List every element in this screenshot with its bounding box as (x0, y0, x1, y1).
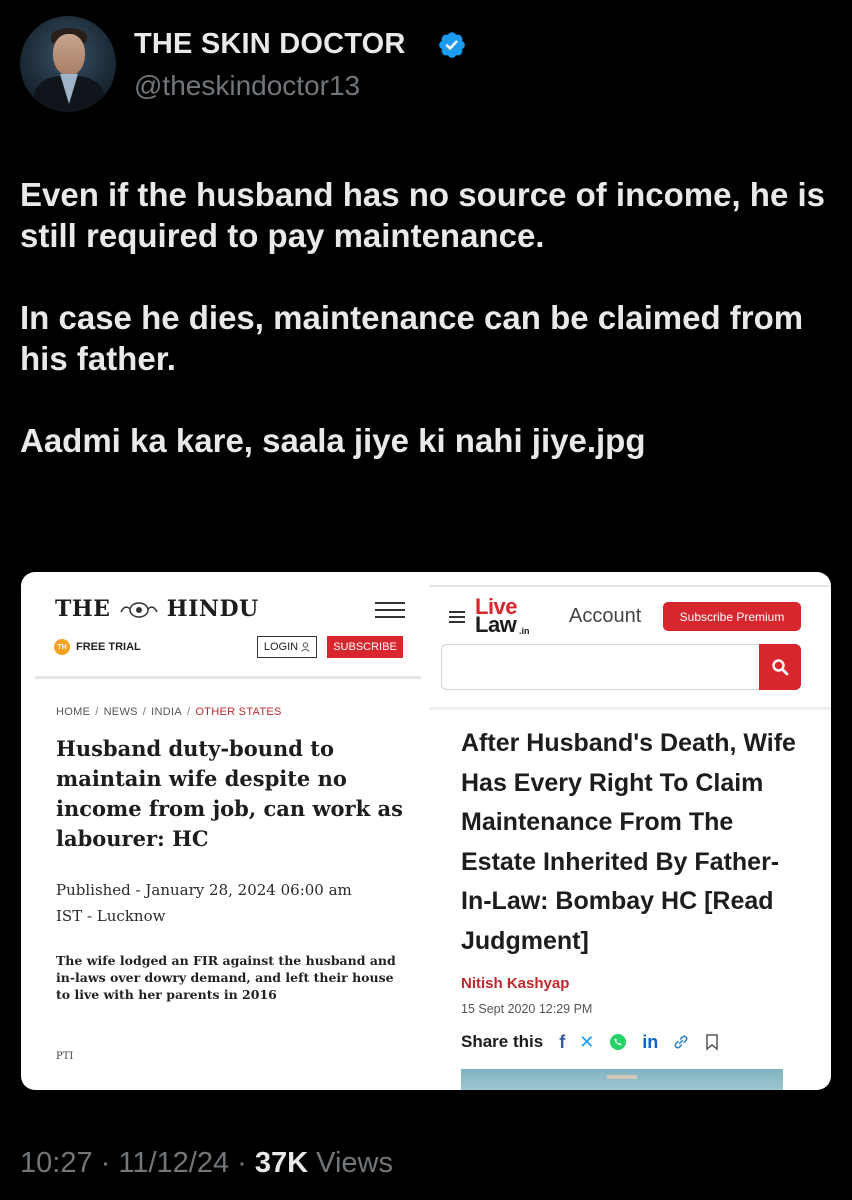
published-place: IST - Lucknow (56, 907, 166, 925)
login-label: LOGIN (263, 641, 299, 653)
x-icon[interactable]: ✕ (579, 1032, 595, 1052)
tweet-paragraph: Aadmi ka kare, saala jiye ki nahi jiye.jpg (20, 422, 646, 459)
article-date: 15 Sept 2020 12:29 PM (461, 1002, 593, 1016)
breadcrumb: HOME / NEWS / INDIA / OTHER STATES (56, 706, 282, 718)
share-bar (461, 1032, 720, 1052)
tweet-meta (20, 1147, 393, 1180)
verified-badge-icon (437, 30, 467, 60)
tweet-time[interactable]: 10:27 (20, 1147, 93, 1179)
subscribe-premium-button[interactable]: Subscribe Premium (663, 602, 801, 631)
breadcrumb-other-states[interactable]: OTHER STATES (195, 706, 282, 718)
article-image (461, 1069, 783, 1090)
hindu-headline: Husband duty-bound to maintain wife despite no income from job, can work as labourer: HC (56, 736, 403, 851)
tweet-date[interactable]: 11/12/24 (118, 1147, 230, 1179)
user-handle[interactable]: @theskindoctor13 (134, 70, 361, 101)
hindu-published-info (56, 877, 416, 929)
free-trial-label: FREE TRIAL (76, 641, 141, 653)
views-label: Views (308, 1147, 393, 1179)
tweet-text (20, 174, 832, 502)
free-trial-link[interactable] (54, 639, 141, 655)
tweet-paragraph: Even if the husband has no source of income, he is still required to pay maintenance. (20, 176, 825, 254)
th-badge-icon: TH (54, 639, 70, 655)
avatar-face (53, 34, 85, 76)
logo-law: Law (475, 612, 517, 637)
top-divider (429, 585, 831, 587)
subscribe-button[interactable]: SUBSCRIBE (327, 636, 403, 658)
search-input[interactable] (441, 644, 801, 690)
whatsapp-icon[interactable] (608, 1032, 628, 1052)
hindu-emblem-icon (119, 600, 159, 618)
hindu-logo-right: HINDU (166, 596, 259, 622)
linkedin-icon[interactable]: in (642, 1032, 659, 1052)
views-count: 37K (254, 1147, 309, 1179)
hindu-source: PTI (56, 1051, 74, 1062)
user-icon (301, 642, 310, 652)
hindu-logo-left: THE (55, 596, 111, 622)
hindu-logo (55, 596, 259, 622)
tweet-paragraph: In case he dies, maintenance can be claimed from his father. (20, 299, 804, 377)
livelaw-logo (469, 594, 549, 640)
avatar[interactable] (20, 16, 116, 112)
breadcrumb-india[interactable]: INDIA (151, 706, 182, 718)
meta-separator: · (229, 1147, 255, 1179)
article-author[interactable]: Nitish Kashyap (461, 975, 570, 992)
livelaw-headline: After Husband's Death, Wife Has Every Right To Claim Maintenance From The Estate Inherited By Father-In-Law: Bombay HC [Read Judgment] (461, 729, 796, 955)
bookmark-icon[interactable] (704, 1033, 720, 1051)
hindu-article-screenshot (21, 572, 429, 1090)
hindu-menu-icon[interactable] (375, 602, 405, 618)
search-icon (771, 658, 789, 676)
breadcrumb-news[interactable]: NEWS (103, 706, 138, 718)
livelaw-article-screenshot (429, 572, 831, 1090)
livelaw-menu-icon[interactable] (449, 611, 465, 625)
breadcrumb-home[interactable]: HOME (56, 706, 91, 718)
published-date: January 28, 2024 06:00 am (145, 881, 352, 899)
tweet-media-image[interactable] (21, 572, 831, 1090)
link-icon[interactable] (672, 1033, 690, 1051)
search-button[interactable] (759, 644, 801, 690)
account-link[interactable]: Account (569, 605, 642, 627)
meta-separator: · (92, 1147, 119, 1179)
logo-live: Live (475, 594, 518, 619)
header-divider (35, 676, 421, 679)
search-divider (429, 707, 831, 710)
facebook-icon[interactable]: f (559, 1032, 566, 1052)
display-name[interactable]: THE SKIN DOCTOR (134, 28, 406, 60)
published-label: Published - (56, 881, 146, 899)
share-label: Share this (461, 1032, 544, 1051)
logo-suffix: .in (519, 626, 530, 636)
login-button[interactable] (257, 636, 317, 658)
hindu-summary: The wife lodged an FIR against the husband and in-laws over dowry demand, and left their house to live with her parents in 2016 (56, 953, 396, 1002)
